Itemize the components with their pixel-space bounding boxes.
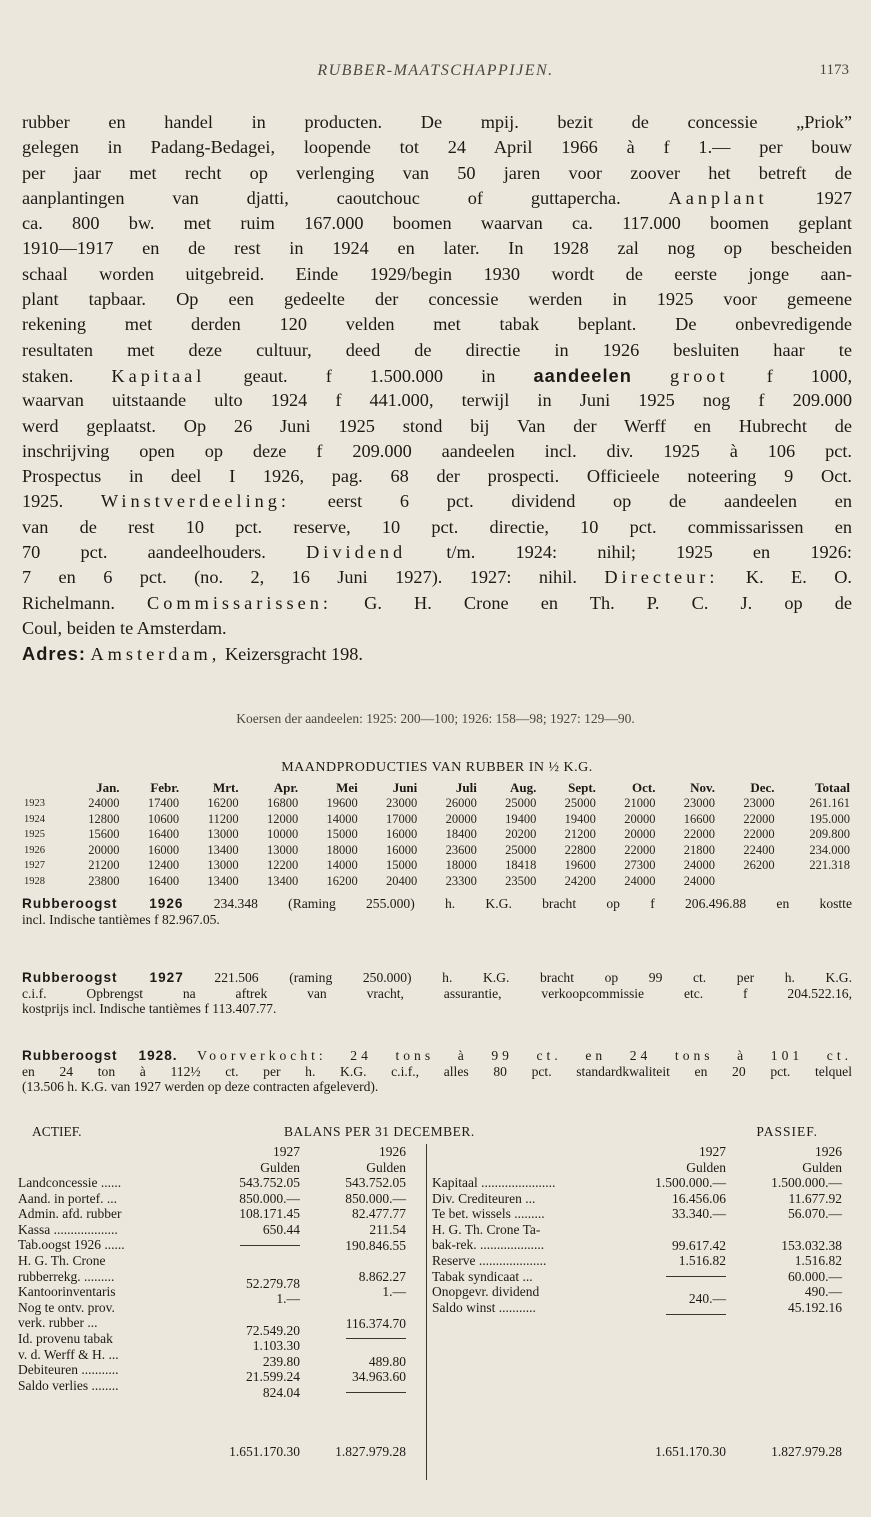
column-header: Mrt. (213, 780, 239, 795)
table-cell: 22000 (743, 811, 775, 826)
body-line: Prospectus in deel I 1926, pag. 68 der prospecti. Officieele noteering 9 Oct. (22, 466, 852, 487)
table-cell: 10000 (266, 827, 299, 842)
rubberoogst-1927: Rubberoogst 1927 221.506 (raming 250.000) h. K.G. bracht op 99 ct. per h. K.G. c.i.f. Opbrengst na aftrek van vracht, assurantie, verkoopcommissie etc. f 204.522.16, kostprijs incl. Indische tantièmes f 113.407.77. (22, 970, 852, 1016)
balance-item-label: rubberrekg. ......... (18, 1268, 115, 1284)
table-cell: 13000 (266, 842, 299, 857)
table-cell: 24000 (624, 873, 656, 888)
body-line: plant tapbaar. Op een gedeelte der concessie werden in 1925 voor gemeene (22, 289, 852, 310)
balance-value: 543.752.05 (239, 1175, 300, 1191)
aanplant-label: Aanplant (668, 187, 768, 208)
body-line: 70 pct. aandeelhouders. Dividend t/m. 1924: nihil; 1925 en 1926: (22, 542, 852, 563)
table-cell: 23000 (386, 796, 418, 811)
empty-value-dash (666, 1314, 726, 1315)
balance-item-label: Id. provenu tabak (18, 1330, 113, 1346)
balance-value: 52.279.78 (246, 1275, 300, 1291)
balance-value: 21.599.24 (246, 1369, 300, 1385)
currency-header: Gulden (260, 1159, 300, 1175)
column-header: Febr. (150, 780, 180, 795)
table-row (22, 874, 852, 890)
share-prices: Koersen der aandeelen: 1925: 200—100; 1926: 158—98; 1927: 129—90. (236, 711, 635, 726)
body-line: aanplantingen van djatti, caoutchouc of guttapercha. Aanplant 1927 (22, 187, 852, 208)
table-cell: 13000 (207, 827, 239, 842)
balance-value: 240.— (688, 1291, 726, 1307)
balance-value (636, 1222, 726, 1238)
balance-value (214, 1245, 300, 1261)
body-line: schaal worden uitgebreid. Einde 1929/begin 1930 wordt de eerste jonge aan- (22, 263, 852, 284)
currency-header: Gulden (802, 1159, 842, 1175)
balance-value (636, 1314, 726, 1330)
aandeelen-label: aandeelen (533, 364, 632, 386)
table-cell: 24000 (683, 873, 716, 888)
table-cell: 24000 (88, 796, 120, 811)
balance-item-label: Div. Crediteuren ... (432, 1190, 536, 1206)
row-year: 1923 (24, 798, 45, 810)
kapitaal-label: Kapitaal (111, 365, 206, 386)
column-header: Dec. (750, 780, 775, 795)
balance-value: 1.516.82 (678, 1253, 726, 1269)
table-cell: 21800 (683, 842, 716, 857)
table-row (22, 827, 852, 843)
table-cell: 22000 (743, 827, 775, 842)
empty-value-dash (346, 1338, 406, 1339)
table-cell: 18400 (445, 827, 477, 842)
column-header: Nov. (690, 780, 716, 795)
table-cell: 26200 (743, 858, 775, 873)
column-header: Juli (455, 780, 477, 795)
balance-value: 11.677.92 (788, 1190, 842, 1206)
table-cell: 19400 (505, 811, 537, 826)
balance-item-label: Kantoorinventaris (18, 1284, 116, 1300)
balance-item-label: H. G. Th. Crone (18, 1252, 106, 1268)
table-cell (717, 874, 777, 890)
table-cell: 22800 (564, 842, 596, 857)
body-line: waarvan uitstaande ulto 1924 f 441.000, terwijl in Juni 1925 nog f 209.000 (22, 390, 852, 411)
table-cell: 20000 (445, 811, 477, 826)
production-table-block (22, 760, 852, 889)
balance-item-label: Nog te ontv. prov. (18, 1299, 115, 1315)
column-header: Juni (392, 780, 418, 795)
table-cell: 20400 (386, 873, 418, 888)
total-1927-passief: 1.651.170.30 (655, 1444, 726, 1459)
table-cell: 12800 (88, 811, 120, 826)
table-cell: 15000 (386, 858, 418, 873)
balance-item-label: Saldo verlies ........ (18, 1377, 119, 1393)
balance-value: 34.963.60 (352, 1369, 406, 1385)
table-row (22, 812, 852, 828)
table-cell: 25000 (505, 796, 537, 811)
column-header: Aug. (510, 780, 537, 795)
body-line: 1925. Winstverdeeling: eerst 6 pct. dividend op de aandeelen en (22, 491, 852, 512)
table-cell: 20000 (624, 827, 656, 842)
table-cell: 22000 (683, 827, 716, 842)
total-1926-actief: 1.827.979.28 (335, 1444, 406, 1459)
balance-value: 190.846.55 (345, 1237, 406, 1253)
running-header (0, 62, 871, 84)
balance-value: 543.752.05 (345, 1175, 406, 1191)
table-cell: 13400 (207, 842, 239, 857)
table-cell: 25000 (505, 842, 537, 857)
table-cell: 26000 (445, 796, 477, 811)
table-cell: 195.000 (809, 811, 850, 826)
row-year: 1928 (24, 875, 45, 887)
empty-value-dash (666, 1276, 726, 1277)
rubberoogst-1926: Rubberoogst 1926 234.348 (Raming 255.000) h. K.G. bracht op f 206.496.88 en kostte incl. Indische tantièmes f 82.967.05. (22, 896, 852, 927)
row-year: 1924 (24, 813, 45, 825)
balance-value: 489.80 (368, 1353, 406, 1369)
table-cell: 18000 (445, 858, 477, 873)
balance-value: 108.171.45 (239, 1206, 300, 1222)
balance-item-label: v. d. Werff & H. ... (18, 1346, 119, 1362)
body-line: per jaar met recht op verlenging van 50 jaren voor zoover het betreft de (22, 162, 852, 183)
table-cell: 221.318 (809, 858, 850, 873)
table-cell: 17400 (147, 796, 180, 811)
rubberoogst-1928: Rubberoogst 1928. Voorverkocht: 24 tons à 99 ct. en 24 tons à 101 ct. en 24 ton à 112½ ct. per h. K.G. c.i.f., alles 80 pct. standardkwaliteit en 20 pct. telquel (13.506 h. K.G. van 1927 werden op deze contracten afgeleverd). (22, 1048, 852, 1094)
dividend-label: Dividend (306, 542, 407, 563)
commissarissen-label: Commissarissen: (147, 592, 332, 613)
balance-value (314, 1300, 406, 1316)
table-cell: 16200 (326, 873, 358, 888)
balance-value (214, 1307, 300, 1323)
table-row (22, 796, 852, 812)
balance-item-label: Kapitaal ...................... (432, 1175, 556, 1190)
table-cell: 16800 (266, 796, 299, 811)
table-cell: 14000 (326, 858, 358, 873)
table-cell: 23500 (505, 873, 537, 888)
winstverdeeling-label: Winstverdeeling: (100, 491, 291, 512)
year-header: 1927 (273, 1144, 300, 1159)
table-cell: 19600 (564, 858, 596, 873)
table-cell: 18000 (326, 842, 358, 857)
currency-header: Gulden (686, 1159, 726, 1175)
balance-value: 211.54 (369, 1221, 406, 1237)
balance-value: 490.— (804, 1284, 842, 1300)
table-cell: 21200 (564, 827, 596, 842)
table-cell: 21000 (624, 796, 656, 811)
actief-title: ACTIEF. (32, 1124, 82, 1139)
table-cell: 13400 (266, 873, 299, 888)
column-header: Oct. (632, 780, 656, 795)
table-cell: 16000 (386, 842, 418, 857)
balance-value: 45.192.16 (788, 1299, 842, 1315)
body-line: staken. Kapitaal geaut. f 1.500.000 in aandeelen groot f 1000, (22, 364, 852, 386)
balance-value: 239.80 (262, 1353, 300, 1369)
table-cell: 19400 (564, 811, 596, 826)
empty-value-dash (240, 1245, 300, 1246)
table-cell: 15600 (88, 827, 120, 842)
adres-label: Adres: (22, 643, 86, 665)
column-header: Sept. (568, 780, 596, 795)
balance-value: 650.44 (262, 1221, 300, 1237)
table-row (22, 858, 852, 874)
table-cell: 16200 (207, 796, 239, 811)
balance-item-label: Landconcessie ...... (18, 1175, 122, 1190)
balance-value: 56.070.— (788, 1206, 842, 1222)
table-cell: 12200 (266, 858, 299, 873)
balance-sheet (18, 1124, 854, 1459)
table-cell: 16400 (147, 873, 180, 888)
balance-item-label: Te bet. wissels ......... (432, 1206, 545, 1222)
year-header: 1926 (379, 1144, 406, 1159)
balance-value: 1.103.30 (252, 1338, 300, 1354)
balance-value (314, 1392, 406, 1408)
table-cell: 20200 (505, 827, 537, 842)
rubberoogst-label: Rubberoogst 1926 (22, 896, 184, 911)
column-header (22, 780, 62, 796)
passief-title: PASSIEF. (756, 1124, 818, 1139)
table-cell: 10600 (147, 811, 180, 826)
balance-value: 1.500.000.— (655, 1175, 726, 1191)
balance-value (740, 1222, 842, 1238)
total-1926-passief: 1.827.979.28 (771, 1444, 842, 1459)
column-header: Apr. (273, 780, 299, 795)
table-cell: 234.000 (809, 842, 850, 857)
balance-value: 33.340.— (672, 1206, 726, 1222)
balance-value: 72.549.20 (246, 1322, 300, 1338)
production-title: MAANDPRODUCTIES VAN RUBBER IN ½ K.G. (281, 760, 593, 775)
table-cell: 261.161 (809, 796, 850, 811)
table-cell: 12000 (266, 811, 299, 826)
body-line: rubber en handel in producten. De mpij. bezit de concessie „Priok” (22, 112, 852, 132)
table-cell: 24000 (683, 858, 716, 873)
balance-value: 60.000.— (788, 1268, 842, 1284)
balance-item-label: Debiteuren ........... (18, 1362, 119, 1378)
body-line: 1910—1917 en de rest in 1924 en later. In 1928 zal nog op bescheiden (22, 238, 852, 259)
table-cell: 21200 (88, 858, 120, 873)
balance-value (636, 1276, 726, 1292)
balance-item-label: Onopgevr. dividend (432, 1284, 540, 1300)
balance-value (314, 1338, 406, 1354)
table-cell: 18418 (505, 858, 537, 873)
body-line: ca. 800 bw. met ruim 167.000 boomen waarvan ca. 117.000 boomen geplant (22, 213, 852, 234)
table-cell: 14000 (326, 811, 358, 826)
body-line: gelegen in Padang-Bedagei, loopende tot 24 April 1966 à f 1.— per bouw (22, 137, 852, 158)
table-cell: 22000 (624, 842, 656, 857)
balance-item-label: Reserve .................... (432, 1252, 547, 1268)
directeur-label: Directeur: (604, 567, 719, 588)
table-cell: 27300 (624, 858, 656, 873)
table-cell: 16000 (147, 842, 180, 857)
body-line: resultaten met deze cultuur, deed de directie in 1926 besluiten haar te (22, 339, 852, 360)
table-cell (777, 874, 852, 890)
table-cell: 23000 (683, 796, 716, 811)
row-year: 1926 (24, 844, 45, 856)
balance-value: 1.— (382, 1284, 406, 1300)
column-header: Jan. (96, 780, 120, 795)
table-cell: 17000 (386, 811, 418, 826)
table-cell: 24200 (564, 873, 596, 888)
balance-value: 16.456.06 (672, 1190, 726, 1206)
running-title: RUBBER-MAATSCHAPPIJEN. (317, 62, 554, 79)
column-header: Totaal (815, 780, 850, 795)
table-cell: 15000 (326, 827, 358, 842)
balance-value: 116.374.70 (345, 1315, 406, 1331)
balance-item-label: Saldo winst ........... (432, 1299, 536, 1315)
body-line: inschrijving open op deze f 209.000 aandeelen incl. div. 1925 à 106 pct. (22, 440, 852, 461)
balance-item-label: verk. rubber ... (18, 1315, 98, 1331)
balance-value (314, 1253, 406, 1269)
table-cell: 12400 (147, 858, 180, 873)
total-1927-actief: 1.651.170.30 (229, 1444, 300, 1459)
table-cell: 22400 (743, 842, 775, 857)
table-cell: 23000 (743, 796, 775, 811)
balance-value: 1.516.82 (794, 1253, 842, 1269)
balance-value: 1.— (276, 1291, 300, 1307)
body-line: werd geplaatst. Op 26 Juni 1925 stond bij Van der Werff en Hubrecht de (22, 415, 852, 436)
balance-value: 153.032.38 (781, 1237, 842, 1253)
table-cell: 20000 (88, 842, 120, 857)
balance-value: 82.477.77 (352, 1206, 406, 1222)
table-cell: 23800 (88, 873, 120, 888)
table-row (22, 843, 852, 859)
table-cell: 11200 (207, 811, 239, 826)
balance-value: 99.617.42 (672, 1237, 726, 1253)
table-cell: 13000 (207, 858, 239, 873)
table-cell: 19600 (326, 796, 358, 811)
balance-item-label: Tabak syndicaat ... (432, 1268, 533, 1284)
balance-value: 8.862.27 (358, 1268, 406, 1284)
balance-title: BALANS PER 31 DECEMBER. (284, 1124, 475, 1139)
table-cell: 16000 (386, 827, 418, 842)
page-number: 1173 (819, 62, 849, 78)
body-line: Richelmann. Commissarissen: G. H. Crone en Th. P. C. J. op de (22, 592, 852, 613)
balance-value (214, 1260, 300, 1276)
empty-value-dash (346, 1392, 406, 1393)
body-line: Coul, beiden te Amsterdam. (22, 617, 227, 638)
currency-header: Gulden (366, 1159, 406, 1175)
year-header: 1926 (815, 1144, 842, 1159)
rubberoogst-label: Rubberoogst 1927 (22, 970, 184, 985)
table-cell: 16600 (683, 811, 716, 826)
balance-item-label: H. G. Th. Crone Ta- (432, 1221, 541, 1237)
balance-value: 850.000.— (345, 1190, 406, 1206)
production-table (22, 780, 852, 889)
table-cell: 209.800 (809, 827, 850, 842)
address-line: Adres: Amsterdam, Keizersgracht 198. (22, 643, 364, 665)
table-cell: 23600 (445, 842, 477, 857)
balance-item-label: Kassa ................... (18, 1221, 118, 1237)
balance-item-label: Admin. afd. rubber (18, 1206, 122, 1222)
balance-item-label: bak-rek. ................... (432, 1237, 545, 1253)
balance-item-label: Tab.oogst 1926 ...... (18, 1237, 125, 1253)
body-line: rekening met derden 120 velden met tabak beplant. De onbevredigende (22, 314, 852, 335)
balance-value: 824.04 (262, 1384, 300, 1400)
balance-value: 850.000.— (239, 1190, 300, 1206)
balance-item-label: Aand. in portef. ... (18, 1190, 117, 1206)
table-cell: 16400 (147, 827, 180, 842)
body-line: van de rest 10 pct. reserve, 10 pct. directie, 10 pct. commissarissen en (22, 516, 852, 537)
rubberoogst-label: Rubberoogst 1928. (22, 1048, 178, 1063)
row-year: 1927 (24, 860, 45, 872)
column-divider (426, 1144, 427, 1480)
table-cell: 20000 (624, 811, 656, 826)
year-header: 1927 (699, 1144, 726, 1159)
table-cell: 13400 (207, 873, 239, 888)
body-line: 7 en 6 pct. (no. 2, 16 Juni 1927). 1927: nihil. Directeur: K. E. O. (22, 567, 852, 588)
table-cell: 25000 (564, 796, 596, 811)
row-year: 1925 (24, 829, 45, 841)
company-description (22, 110, 852, 667)
column-header: Mei (336, 780, 358, 795)
table-cell: 23300 (445, 873, 477, 888)
balance-value: 1.500.000.— (771, 1175, 842, 1191)
